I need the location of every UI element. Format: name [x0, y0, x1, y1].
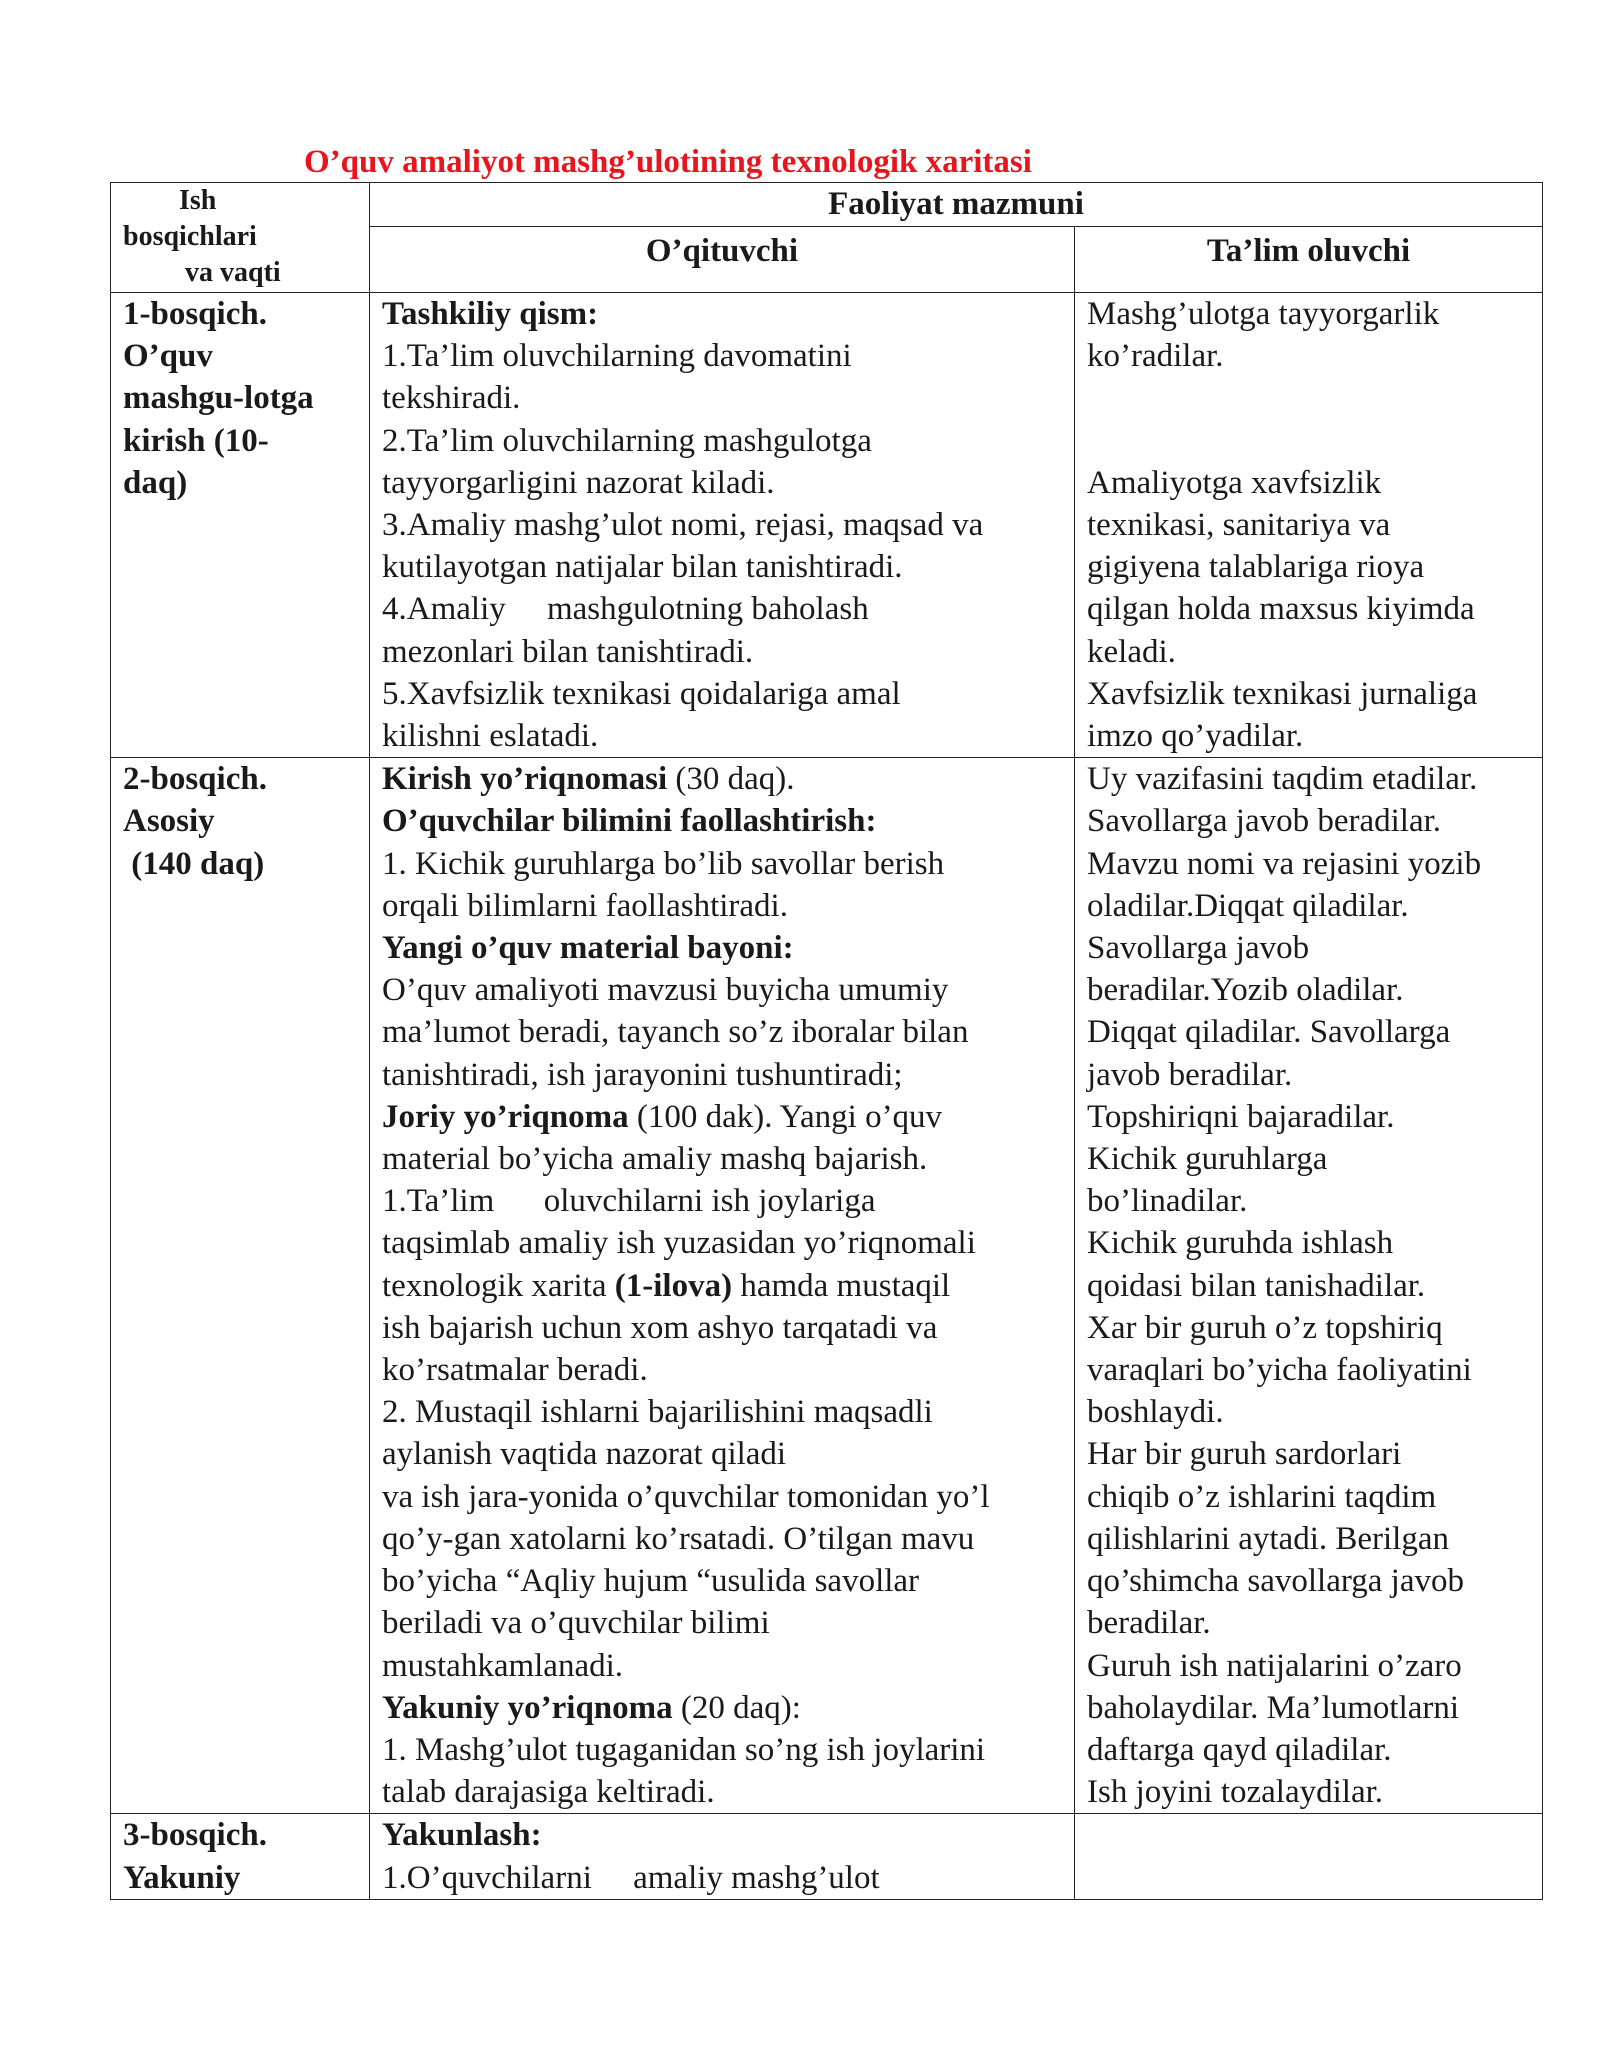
student-line: baholaydilar. Ma’lumotlarni — [1087, 1689, 1460, 1726]
student-line: Xavfsizlik texnikasi jurnaliga — [1087, 675, 1478, 712]
header-teacher-cell — [370, 227, 1075, 293]
header-activity-cell — [370, 183, 1543, 227]
student-cell-3 — [1075, 1814, 1543, 1900]
student-line: Kichik guruhda ishlash — [1087, 1225, 1394, 1262]
text: 4.Amaliy mashgulotning baholash — [382, 591, 869, 628]
student-line: Amaliyotga xavfsizlik — [1087, 464, 1382, 501]
header-activity: Faoliyat mazmuni — [828, 186, 1084, 222]
text: material bo’yicha amaliy mashq bajarish. — [382, 1141, 928, 1178]
teacher-cell-3 — [370, 1814, 1075, 1900]
text: 1.Ta’lim oluvchilarning davomatini — [382, 338, 852, 375]
text: (30 daq). — [667, 761, 795, 798]
header-stage-cell — [111, 183, 370, 293]
text: aylanish vaqtida nazorat qiladi — [382, 1436, 787, 1473]
teacher-line — [382, 377, 1062, 419]
student-line: Savollarga javob beradilar. — [1087, 803, 1442, 840]
text: 1.Ta’lim oluvchilarni ish joylariga — [382, 1183, 876, 1220]
text: orqali bilimlarni faollashtiradi. — [382, 887, 788, 924]
stage-3-label — [111, 1814, 369, 1898]
stage-line: daq) — [123, 464, 188, 501]
student-cell-2 — [1075, 758, 1543, 1814]
teacher-line — [382, 1602, 1062, 1644]
student-line: Kichik guruhlarga — [1087, 1141, 1328, 1178]
teacher-line — [382, 758, 1062, 800]
stage-line: mashgu-lotga — [123, 380, 314, 417]
text: 1.O’quvchilarni amaliy mashg’ulot — [382, 1859, 880, 1896]
student-line: daftarga qayd qiladilar. — [1087, 1731, 1392, 1768]
text: (100 dak). Yangi o’quv — [628, 1098, 943, 1135]
teacher-line — [382, 1138, 1062, 1180]
text: tanishtiradi, ish jarayonini tushuntiradi; — [382, 1056, 903, 1093]
student-line: Xar bir guruh o’z topshiriq — [1087, 1309, 1443, 1346]
text: ma’lumot beradi, tayanch so’z iboralar bilan — [382, 1014, 969, 1051]
teacher-line — [382, 293, 1062, 335]
student-line: beradilar.Yozib oladilar. — [1087, 972, 1404, 1009]
teacher-line — [382, 420, 1062, 462]
text: O’quv amaliyoti mavzusi buyicha umumiy — [382, 972, 949, 1009]
text: bo’yicha “Aqliy hujum “usulida savollar — [382, 1563, 920, 1600]
text: ish bajarish uchun xom ashyo tarqatadi va — [382, 1309, 938, 1346]
student-line: Uy vazifasini taqdim etadilar. — [1087, 761, 1478, 798]
teacher-line — [382, 1011, 1062, 1053]
teacher-line — [382, 1729, 1062, 1771]
teacher-cell-2 — [370, 758, 1075, 1814]
teacher-activities-2 — [370, 758, 1074, 1813]
bold-text: Yakunlash: — [382, 1817, 542, 1854]
teacher-line — [382, 1645, 1062, 1687]
text: hamda mustaqil — [732, 1267, 951, 1304]
teacher-line — [382, 1771, 1062, 1813]
teacher-line — [382, 1265, 1062, 1307]
text: ko’rsatmalar beradi. — [382, 1352, 648, 1389]
page-title: O’quv amaliyot mashg’ulotining texnologik xaritasi — [304, 144, 1032, 180]
teacher-line — [382, 335, 1062, 377]
student-line: ko’radilar. — [1087, 338, 1224, 375]
bold-text: Joriy yo’riqnoma — [382, 1098, 629, 1135]
text: 2. Mustaqil ishlarni bajarilishini maqsadli — [382, 1394, 933, 1431]
stage-line: 2-bosqich. — [123, 761, 267, 798]
teacher-line — [382, 1391, 1062, 1433]
student-line: javob beradilar. — [1087, 1056, 1293, 1093]
student-line: imzo qo’yadilar. — [1087, 718, 1304, 754]
teacher-cell-1 — [370, 293, 1075, 758]
text: kilishni eslatadi. — [382, 718, 599, 755]
text: 5.Xavfsizlik texnikasi qoidalariga amal — [382, 675, 901, 712]
student-activities-1 — [1075, 293, 1542, 757]
header-stage-line-3: va vaqti — [185, 257, 281, 288]
student-line: Ish joyini tozalaydilar. — [1087, 1774, 1384, 1811]
header-stage-line-1: Ish — [179, 185, 217, 216]
stage-line: 3-bosqich. — [123, 1817, 267, 1854]
teacher-line — [382, 1349, 1062, 1391]
text: texnologik xarita — [382, 1267, 615, 1304]
text: talab darajasiga keltiradi. — [382, 1774, 715, 1811]
teacher-line — [382, 843, 1062, 885]
teacher-line — [382, 969, 1062, 1011]
student-line: Topshiriqni bajaradilar. — [1087, 1098, 1395, 1135]
student-line: qilgan holda maxsus kiyimda — [1087, 591, 1475, 628]
teacher-line — [382, 1433, 1062, 1475]
teacher-line — [382, 1814, 1062, 1856]
bold-text: Yakuniy yo’riqnoma — [382, 1689, 673, 1726]
bold-text: Kirish yo’riqnomasi — [382, 761, 668, 798]
student-activities-2 — [1075, 758, 1542, 1813]
student-line: chiqib o’z ishlarini taqdim — [1087, 1478, 1437, 1515]
teacher-line — [382, 1687, 1062, 1729]
text: (20 daq): — [672, 1689, 801, 1726]
student-line: texnikasi, sanitariya va — [1087, 506, 1391, 543]
header-teacher: O’qituvchi — [645, 233, 799, 269]
teacher-line — [382, 462, 1062, 504]
teacher-line — [382, 927, 1062, 969]
stage-cell-2 — [111, 758, 370, 1814]
student-line: Savollarga javob — [1087, 930, 1310, 967]
text: 1. Kichik guruhlarga bo’lib savollar berish — [382, 845, 945, 882]
teacher-activities-1 — [370, 293, 1074, 757]
student-line: oladilar.Diqqat qiladilar. — [1087, 887, 1409, 924]
bold-text: Tashkiliy qism: — [382, 296, 599, 332]
student-line: beradilar. — [1087, 1605, 1211, 1642]
student-line: bo’linadilar. — [1087, 1183, 1248, 1220]
teacher-activities-3 — [370, 1814, 1074, 1898]
text: 3.Amaliy mashg’ulot nomi, rejasi, maqsad va — [382, 507, 984, 544]
teacher-line — [382, 588, 1062, 630]
student-line: qoidasi bilan tanishadilar. — [1087, 1267, 1426, 1304]
student-line: boshlaydi. — [1087, 1394, 1224, 1431]
text: beriladi va o’quvchilar bilimi — [382, 1605, 770, 1642]
teacher-line — [382, 673, 1062, 715]
header-student: Ta’lim oluvchi — [1206, 233, 1411, 269]
student-cell-1 — [1075, 293, 1543, 758]
student-line: Mavzu nomi va rejasini yozib — [1087, 845, 1482, 882]
bold-text: O’quvchilar bilimini faollashtirish: — [382, 803, 877, 840]
student-line: qilishlarini aytadi. Berilgan — [1087, 1520, 1450, 1557]
teacher-line — [382, 1857, 1062, 1899]
text: mezonlari bilan tanishtiradi. — [382, 633, 754, 670]
text: kutilayotgan natijalar bilan tanishtiradi. — [382, 549, 903, 586]
stage-cell-3 — [111, 1814, 370, 1900]
text: va ish jara-yonida o’quvchilar tomonidan yo’l — [382, 1478, 990, 1515]
stage-line: Yakuniy — [123, 1859, 241, 1896]
stage-2-label — [111, 758, 369, 885]
text: 2.Ta’lim oluvchilarning mashgulotga — [382, 422, 872, 459]
header-student-cell — [1075, 227, 1543, 293]
text: qo’y-gan xatolarni ko’rsatadi. O’tilgan mavu — [382, 1520, 975, 1557]
text: tayyorgarligini nazorat kiladi. — [382, 464, 775, 501]
text: taqsimlab amaliy ish yuzasidan yo’riqnomali — [382, 1225, 976, 1262]
student-line: gigiyena talablariga rioya — [1087, 549, 1425, 586]
student-line: Har bir guruh sardorlari — [1087, 1436, 1402, 1473]
teacher-line — [382, 546, 1062, 588]
header-stage-line-2: bosqichlari — [123, 221, 257, 252]
blank-line — [1087, 377, 1530, 419]
teacher-line — [382, 1560, 1062, 1602]
text: tekshiradi. — [382, 380, 521, 417]
student-line: Mashg’ulotga tayyorgarlik — [1087, 296, 1440, 332]
student-line: varaqlari bo’yicha faoliyatini — [1087, 1352, 1472, 1389]
teacher-line — [382, 1222, 1062, 1264]
text: 1. Mashg’ulot tugaganidan so’ng ish joylarini — [382, 1731, 986, 1768]
teacher-line — [382, 1096, 1062, 1138]
stage-line: Asosiy — [123, 803, 215, 840]
teacher-line — [382, 631, 1062, 673]
teacher-line — [382, 1054, 1062, 1096]
student-line: qo’shimcha savollarga javob — [1087, 1563, 1464, 1600]
stage-line: kirish (10- — [123, 422, 269, 459]
stage-cell-1 — [111, 293, 370, 758]
teacher-line — [382, 800, 1062, 842]
teacher-line — [382, 504, 1062, 546]
student-line: Guruh ish natijalarini o’zaro — [1087, 1647, 1462, 1684]
teacher-line — [382, 1307, 1062, 1349]
teacher-line — [382, 1476, 1062, 1518]
text: mustahkamlanadi. — [382, 1647, 624, 1684]
bold-text: Yangi o’quv material bayoni: — [382, 930, 794, 967]
student-line: keladi. — [1087, 633, 1176, 670]
teacher-line — [382, 715, 1062, 757]
technology-map-table — [110, 182, 1543, 1900]
teacher-line — [382, 1180, 1062, 1222]
blank-line — [1087, 420, 1530, 462]
teacher-line — [382, 1518, 1062, 1560]
stage-line: 1-bosqich. — [123, 296, 267, 332]
student-line: Diqqat qiladilar. Savollarga — [1087, 1014, 1451, 1051]
stage-line: (140 daq) — [123, 845, 265, 882]
bold-text: (1-ilova) — [614, 1267, 733, 1304]
stage-1-label — [111, 293, 369, 504]
stage-line: O’quv — [123, 338, 213, 375]
teacher-line — [382, 885, 1062, 927]
